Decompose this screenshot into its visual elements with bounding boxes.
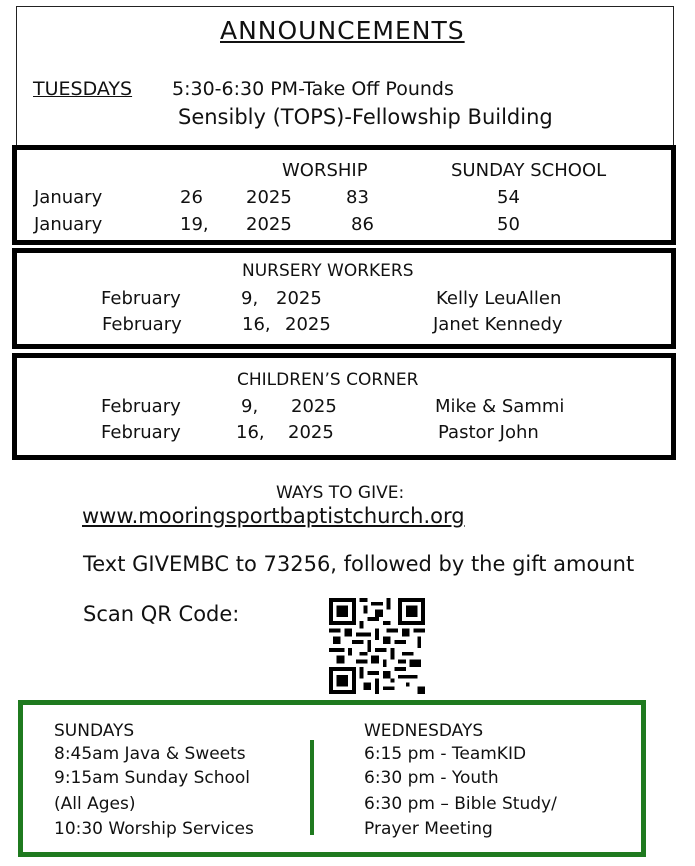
- children-day: 9,: [241, 396, 259, 417]
- attendance-day: 19,: [180, 214, 209, 235]
- nursery-year: 2025: [285, 314, 331, 335]
- wednesday-item: 6:30 pm – Bible Study/: [364, 794, 557, 814]
- nursery-title: NURSERY WORKERS: [242, 261, 414, 281]
- ways-to-give-title: WAYS TO GIVE:: [276, 483, 405, 503]
- sunday-item: 8:45am Java & Sweets: [54, 744, 246, 764]
- attendance-month: January: [34, 187, 103, 208]
- children-year: 2025: [291, 396, 337, 417]
- sunday-item: 9:15am Sunday School: [54, 768, 251, 788]
- attendance-day: 26: [180, 187, 203, 208]
- children-year: 2025: [288, 422, 334, 443]
- wednesdays-title: WEDNESDAYS: [364, 721, 484, 741]
- schedule-divider: [310, 740, 314, 835]
- nursery-worker: Kelly LeuAllen: [436, 288, 562, 309]
- children-month: February: [101, 396, 181, 417]
- attendance-year: 2025: [246, 187, 292, 208]
- children-leader: Pastor John: [438, 422, 539, 443]
- worship-count: 86: [351, 214, 374, 235]
- wednesday-item: 6:15 pm - TeamKID: [364, 744, 527, 764]
- qr-code-icon[interactable]: [328, 598, 426, 694]
- nursery-worker: Janet Kennedy: [433, 314, 563, 335]
- children-month: February: [101, 422, 181, 443]
- nursery-month: February: [101, 288, 181, 309]
- sunday-school-header: SUNDAY SCHOOL: [451, 160, 607, 181]
- church-website-link[interactable]: www.mooringsportbaptistchurch.org: [82, 504, 465, 528]
- announcements-title: ANNOUNCEMENTS: [220, 16, 465, 45]
- text-to-give: Text GIVEMBC to 73256, followed by the gift amount: [83, 552, 635, 576]
- tuesdays-label: TUESDAYS: [33, 78, 133, 100]
- sunday-school-count: 54: [497, 187, 520, 208]
- nursery-year: 2025: [276, 288, 322, 309]
- nursery-month: February: [102, 314, 182, 335]
- wednesday-item: Prayer Meeting: [364, 819, 493, 839]
- children-day: 16,: [236, 422, 265, 443]
- worship-header: WORSHIP: [282, 160, 368, 181]
- sunday-school-count: 50: [497, 214, 520, 235]
- worship-count: 83: [346, 187, 369, 208]
- nursery-day: 16,: [242, 314, 271, 335]
- qr-label: Scan QR Code:: [83, 602, 240, 626]
- tops-line-2: Sensibly (TOPS)-Fellowship Building: [178, 105, 553, 129]
- sunday-item: 10:30 Worship Services: [54, 819, 254, 839]
- children-leader: Mike & Sammi: [435, 396, 565, 417]
- tops-line-1: 5:30-6:30 PM-Take Off Pounds: [172, 78, 454, 100]
- sundays-title: SUNDAYS: [54, 721, 135, 741]
- childrens-corner-title: CHILDREN’S CORNER: [237, 370, 419, 390]
- attendance-year: 2025: [246, 214, 292, 235]
- nursery-day: 9,: [241, 288, 259, 309]
- attendance-month: January: [34, 214, 103, 235]
- sunday-item: (All Ages): [54, 794, 136, 814]
- wednesday-item: 6:30 pm - Youth: [364, 768, 499, 788]
